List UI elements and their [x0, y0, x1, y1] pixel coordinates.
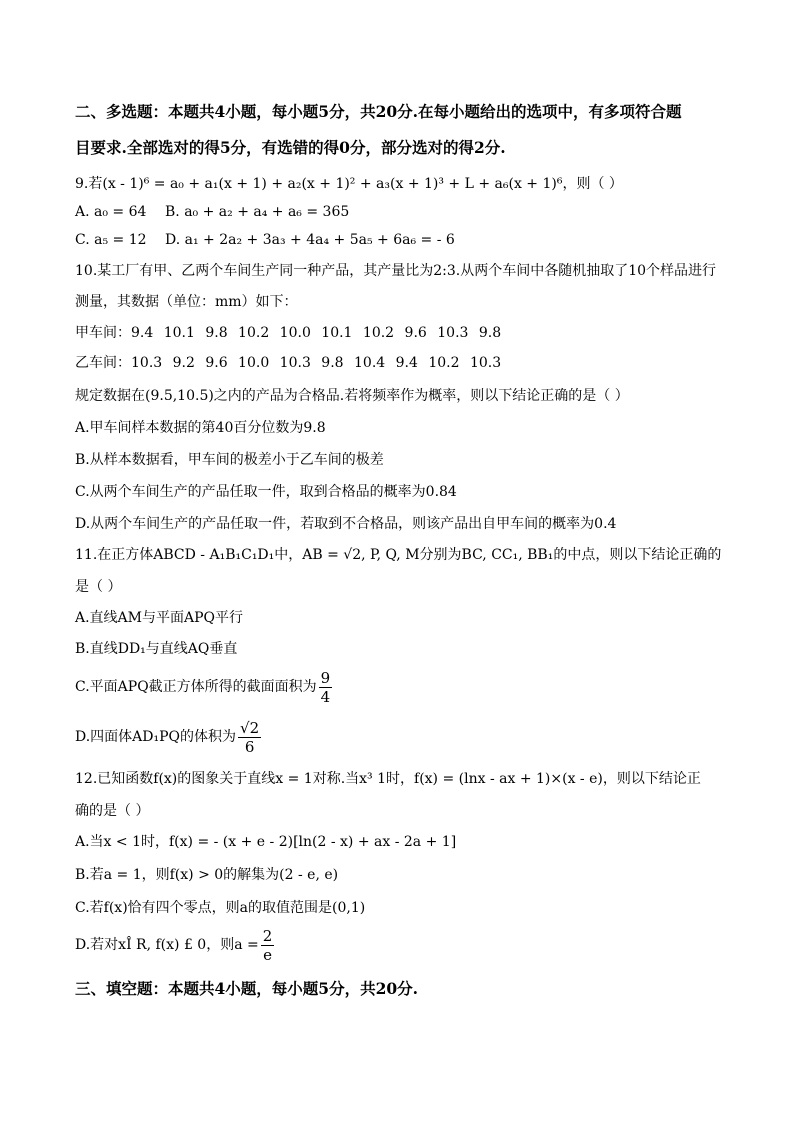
q9-option-c: C. a₅ = 12 — [75, 232, 147, 248]
q12-option-b: B.若a = 1，则f(x) > 0的解集为(2 - e, e) — [75, 867, 339, 883]
q11-option-c-numerator: 9 — [320, 668, 331, 687]
q9-stem: 9.若(x - 1)⁶ = a₀ + a₁(x + 1) + a₂(x + 1)² + a₃(x + 1)³ + L + a₆(x + 1)⁶，则（ ） — [75, 176, 623, 192]
q12-option-c: C.若f(x)恰有四个零点，则a的取值范围是(0,1) — [75, 900, 366, 916]
q10-option-a: A.甲车间样本数据的第40百分位数为9.8 — [75, 420, 326, 436]
q10-stem-line-2: 测量，其数据（单位：mm）如下： — [75, 294, 298, 310]
q11-option-d-fraction — [238, 719, 261, 756]
q10-option-c: C.从两个车间生产的产品任取一件，取到合格品的概率为0.84 — [75, 484, 457, 500]
q12-option-d-fraction — [261, 927, 275, 964]
section-2-heading-line-1: 二、多选题：本题共4小题，每小题5分，共20分.在每小题给出的选项中，有多项符合题 — [75, 102, 682, 121]
q11-option-d-numerator: √2 — [240, 718, 260, 737]
q11-option-c-denominator: 4 — [320, 687, 331, 706]
q11-option-d-text: D.四面体AD₁PQ的体积为 — [75, 729, 237, 745]
q12-option-d-numerator: 2 — [262, 926, 273, 945]
q10-rule: 规定数据在(9.5,10.5)之内的产品为合格品.若将频率作为概率，则以下结论正确的是（ ） — [75, 388, 629, 404]
q11-option-d — [75, 718, 263, 756]
q9-option-d: D. a₁ + 2a₂ + 3a₃ + 4a₄ + 5a₅ + 6a₆ = - 6 — [165, 232, 455, 248]
q11-option-c — [75, 668, 334, 706]
q12-option-d-text: D.若对xÎ R, f(x) £ 0，则a = — [75, 937, 259, 953]
q12-option-a: A.当x < 1时，f(x) = - (x + e - 2)[ln(2 - x) + ax - 2a + 1] — [75, 834, 457, 850]
q10-option-d: D.从两个车间生产的产品任取一件，若取到不合格品，则该产品出自甲车间的概率为0.4 — [75, 516, 617, 532]
section-3-heading: 三、填空题：本题共4小题，每小题5分，共20分. — [75, 979, 419, 998]
q11-option-b: B.直线DD₁与直线AQ垂直 — [75, 641, 238, 657]
q12-stem-line-2: 确的是（ ） — [75, 803, 150, 819]
q11-stem-line-1: 11.在正方体ABCD - A₁B₁C₁D₁中，AB = √2, P, Q, M分别为BC, CC₁, BB₁的中点，则以下结论正确的 — [75, 547, 722, 563]
q11-option-c-text: C.平面APQ截正方体所得的截面面积为 — [75, 679, 317, 695]
q9-option-b: B. a₀ + a₂ + a₄ + a₆ = 365 — [165, 204, 350, 220]
q11-stem-line-2: 是（ ） — [75, 579, 122, 595]
q12-stem-line-1: 12.已知函数f(x)的图象关于直线x = 1对称.当x³ 1时，f(x) = (lnx - ax + 1)×(x - e)，则以下结论正 — [75, 771, 701, 787]
q10-stem-line-1: 10.某工厂有甲、乙两个车间生产同一种产品，其产量比为2:3.从两个车间中各随机抽取了10个样品进行 — [75, 263, 717, 279]
q9-option-a — [75, 203, 146, 221]
q9-option-a-text: A. a₀ = 64 — [75, 204, 147, 220]
q12-option-d-denominator: e — [263, 945, 272, 964]
q12-option-d — [75, 926, 276, 964]
q10-option-b: B.从样本数据看，甲车间的极差小于乙车间的极差 — [75, 452, 384, 468]
section-2-heading-line-2: 目要求.全部选对的得5分，有选错的得0分，部分选对的得2分. — [75, 138, 506, 157]
q11-option-c-fraction — [319, 669, 333, 706]
q10-data-row-yi: 乙车间：10.3 9.2 9.6 10.0 10.3 9.8 10.4 9.4 10.2 10.3 — [75, 355, 502, 371]
q11-option-d-denominator: 6 — [244, 737, 255, 756]
q11-option-a: A.直线AM与平面APQ平行 — [75, 610, 244, 626]
q10-data-row-jia: 甲车间：9.4 10.1 9.8 10.2 10.0 10.1 10.2 9.6 10.3 9.8 — [75, 325, 502, 341]
